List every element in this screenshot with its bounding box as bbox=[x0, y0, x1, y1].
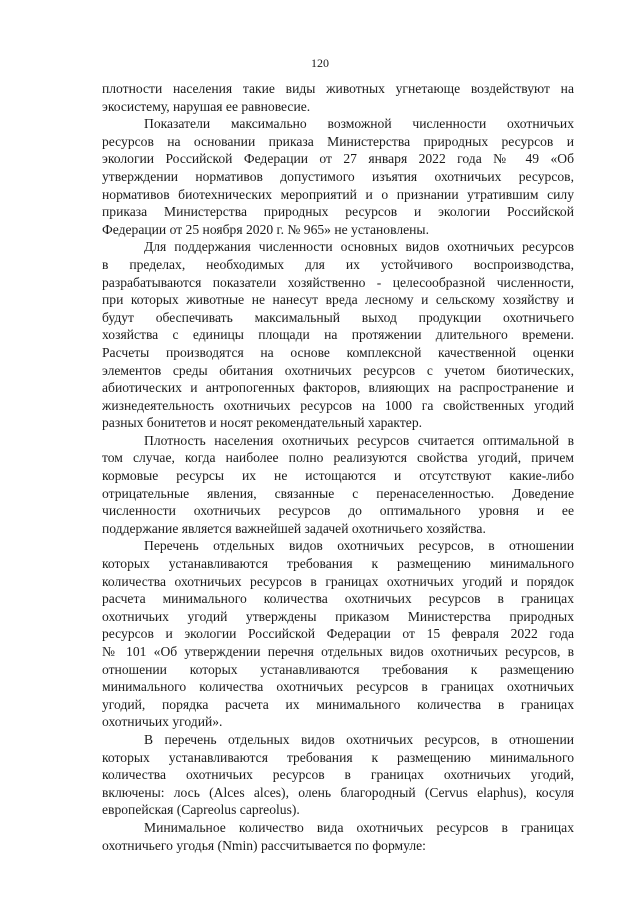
text-line: которых устанавливаются требования к размещению минимального bbox=[102, 749, 574, 765]
text-line: экологии Российской Федерации от 27 января 2022 года № 49 «Об bbox=[102, 151, 574, 167]
text-line: Для поддержания численности основных видов охотничьих ресурсов bbox=[144, 239, 574, 255]
text-line: охотничьих угодий». bbox=[102, 714, 223, 730]
text-line: отрицательные явления, связанные с перенаселенностью. Доведение bbox=[102, 485, 574, 501]
text-line: ресурсов и экологии Российской Федерации от 15 февраля 2022 года bbox=[102, 626, 574, 642]
text-line: при которых животные не нанесут вреда лесному и сельскому хозяйству и bbox=[102, 292, 574, 308]
page-number: 120 bbox=[311, 56, 329, 70]
paragraph bbox=[102, 238, 574, 432]
text-line: разных бонитетов и носят рекомендательный характер. bbox=[102, 415, 423, 431]
text-line: приказа Министерства природных ресурсов и экологии Российской bbox=[102, 204, 574, 220]
text-line: угодий, порядка расчета их минимального количества в границах bbox=[102, 696, 574, 712]
text-line: охотничьего угодья (Nmin) рассчитывается по формуле: bbox=[102, 837, 426, 853]
text-line: плотности населения такие виды животных угнетающе воздействуют на bbox=[102, 81, 574, 96]
text-line: количества охотничьих ресурсов в границах охотничьих угодий и порядок bbox=[102, 573, 574, 589]
text-line: охотничьих угодий утверждены приказом Министерства природных bbox=[102, 608, 574, 624]
text-line: ресурсов на основании приказа Министерства природных ресурсов и bbox=[102, 133, 574, 149]
text-line: хозяйства с единицы площади на протяжении длительного времени. bbox=[102, 327, 574, 343]
text-line: кормовые ресурсы их не истощаются и отсутствуют какие-либо bbox=[102, 468, 574, 484]
paragraph bbox=[102, 537, 574, 731]
paragraph bbox=[102, 115, 574, 238]
text-line: экосистему, нарушая ее равновесие. bbox=[102, 98, 311, 114]
text-line: в пределах, необходимых для их устойчивого воспроизводства, bbox=[102, 256, 574, 272]
text-line: Расчеты производятся на основе комплексной качественной оценки bbox=[102, 344, 574, 360]
text-line: европейская (Capreolus capreolus). bbox=[102, 802, 300, 818]
text-line: Федерации от 25 ноября 2020 г. № 965» не установлены. bbox=[102, 221, 429, 237]
text-line: разрабатываются показатели хозяйственно - целесообразной численности, bbox=[102, 274, 574, 290]
text-line: Перечень отдельных видов охотничьих ресурсов, в отношении bbox=[144, 538, 574, 554]
text-line: будут обеспечивать максимальный выход продукции охотничьего bbox=[102, 309, 574, 325]
text-line: том случае, когда наиболее полно реализуются свойства угодий, причем bbox=[102, 450, 574, 466]
text-line: численности охотничьих ресурсов до оптимального уровня и ее bbox=[102, 503, 574, 519]
text-line: включены: лось (Alces alces), олень благородный (Cervus elaphus), косуля bbox=[102, 784, 574, 800]
text-line: элементов среды обитания охотничьих ресурсов с учетом биотических, bbox=[102, 362, 574, 378]
text-line: жизнедеятельность охотничьих ресурсов на 1000 га свойственных угодий bbox=[102, 397, 574, 413]
text-line: отношении которых устанавливаются требования к размещению bbox=[102, 661, 574, 677]
paragraph bbox=[102, 432, 574, 538]
paragraph bbox=[102, 80, 574, 115]
text-line: минимального количества охотничьих ресурсов в границах охотничьих bbox=[102, 679, 574, 695]
text-line: Плотность населения охотничьих ресурсов считается оптимальной в bbox=[144, 432, 574, 448]
text-line: нормативов биотехнических мероприятий и о признании утратившим силу bbox=[102, 186, 574, 202]
text-line: которых устанавливаются требования к размещению минимального bbox=[102, 556, 574, 572]
text-line: утверждении нормативов допустимого изъятия охотничьих ресурсов, bbox=[102, 168, 574, 184]
document-body bbox=[102, 80, 574, 854]
text-line: поддержание является важнейшей задачей охотничьего хозяйства. bbox=[102, 520, 486, 536]
text-line: абиотических и антропогенных факторов, влияющих на распространение и bbox=[102, 380, 574, 396]
paragraph bbox=[102, 731, 574, 819]
text-line: количества охотничьих ресурсов в границах охотничьих угодий, bbox=[102, 767, 574, 783]
text-line: Показатели максимально возможной численности охотничьих bbox=[144, 116, 574, 132]
text-line: расчета минимального количества охотничьих ресурсов в границах bbox=[102, 591, 574, 607]
text-line: Минимальное количество вида охотничьих ресурсов в границах bbox=[144, 819, 574, 835]
text-line: В перечень отдельных видов охотничьих ресурсов, в отношении bbox=[144, 731, 574, 747]
paragraph bbox=[102, 819, 574, 854]
text-line: № 101 «Об утверждении перечня отдельных видов охотничьих ресурсов, в bbox=[102, 644, 574, 659]
